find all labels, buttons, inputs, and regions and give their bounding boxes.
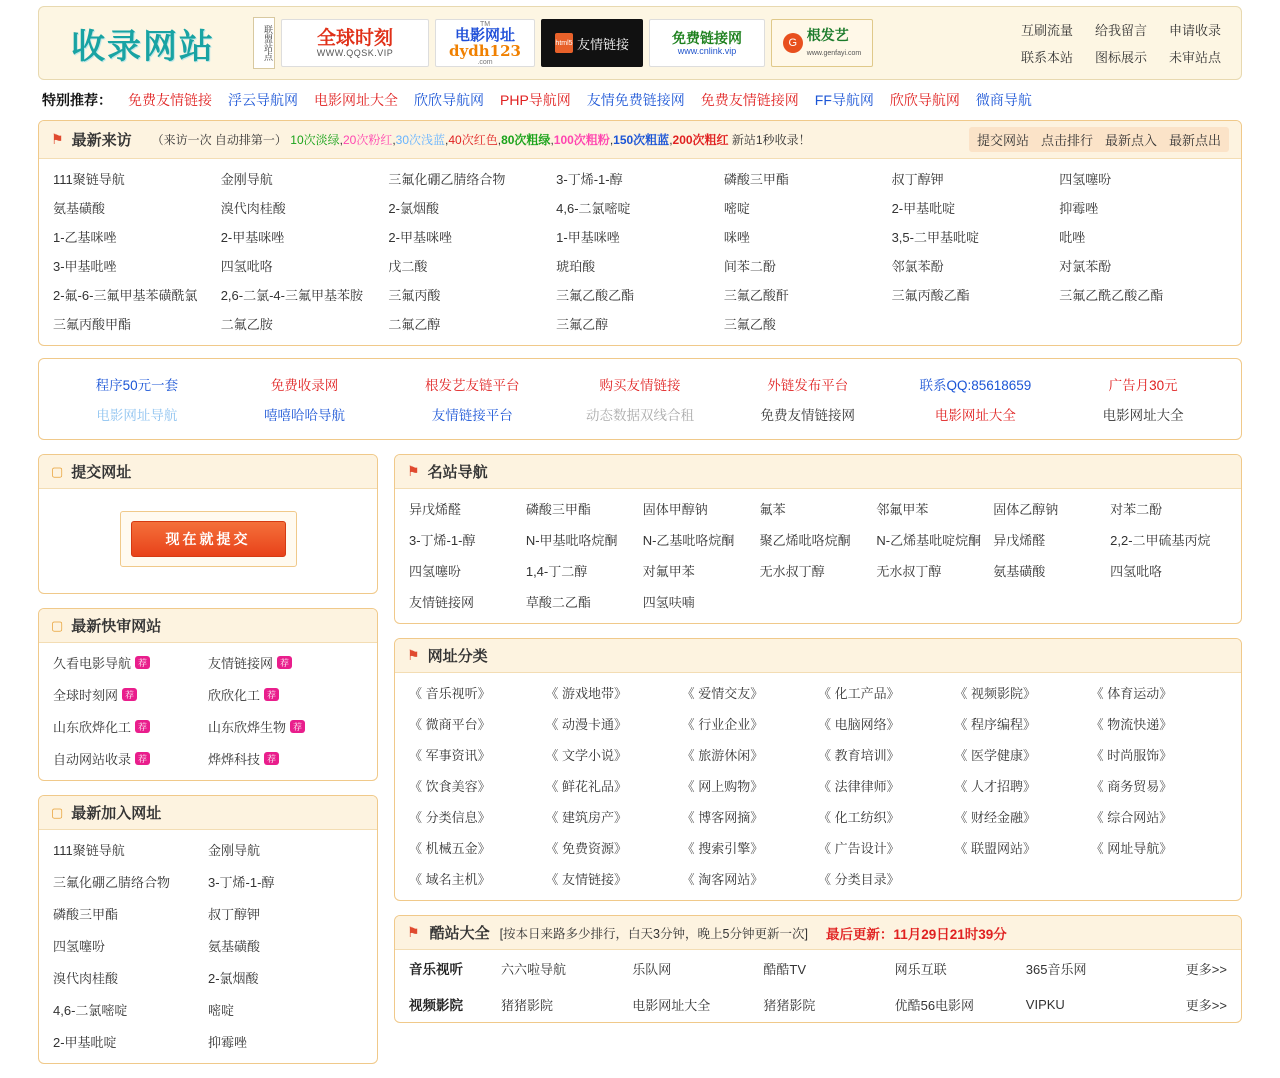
genfayi-logo-icon: G (783, 33, 803, 53)
category-item[interactable]: 《 网上购物》 (681, 779, 764, 794)
promo-row-1 (53, 369, 1227, 399)
list-item-label: 友情链接网 (208, 656, 274, 671)
kuzhan-title: 酷站大全 (429, 925, 490, 942)
category-item[interactable]: 《 友情链接》 (545, 872, 627, 887)
category-item[interactable]: 《 微商平台》 (409, 717, 491, 732)
banner-genfayi[interactable] (771, 19, 873, 67)
promo-item[interactable]: 友情链接平台 (431, 408, 513, 423)
visit-note-prefix: （来访一次 自动排第一） (151, 133, 287, 147)
promo-item[interactable]: 根发艺友链平台 (425, 378, 520, 393)
list-item[interactable]: 2-甲基咪唑 (220, 230, 285, 245)
list-item[interactable]: 邻氯苯酚 (891, 259, 944, 274)
table-row (395, 986, 1241, 1022)
list-item[interactable]: 四氢噻吩 (53, 939, 106, 954)
promo-item[interactable]: 电影网址大全 (1102, 408, 1184, 423)
kuzhan-link[interactable]: 网乐互联 (894, 961, 947, 977)
table-row (395, 950, 1241, 986)
famous-nav-title: 名站导航 (427, 464, 488, 481)
list-item[interactable]: 溴代肉桂酸 (53, 971, 119, 986)
famous-nav-list (395, 489, 1241, 623)
list-item[interactable]: 四氢噻吩 (1059, 172, 1112, 187)
list-item-label: 山东欣烨化工 (53, 720, 132, 735)
kuzhan-link[interactable]: 酷酷TV (763, 961, 807, 977)
list-item[interactable]: 对苯二酚 (1110, 502, 1163, 517)
list-item[interactable]: 抑霉唑 (208, 1035, 248, 1050)
promo-item[interactable]: 购买友情链接 (599, 378, 681, 393)
site-header (38, 6, 1242, 80)
calendar-icon: ▢ (51, 617, 64, 633)
list-item[interactable]: 111聚链导航 (53, 172, 125, 187)
recommend-badge: 荐 (264, 752, 279, 765)
kuzhan-row-category: 音乐视听 (409, 962, 463, 977)
category-item[interactable]: 《 财经金融》 (954, 810, 1036, 825)
list-item[interactable]: 金刚导航 (220, 172, 273, 187)
latest-added-list (39, 830, 377, 1063)
recommend-item-6[interactable]: 免费友情链接网 (700, 92, 799, 108)
list-item[interactable]: N-乙烯基吡啶烷酮 (876, 533, 982, 548)
promo-item[interactable]: 嘻嘻哈哈导航 (264, 408, 346, 423)
latest-visit-list (39, 159, 1241, 345)
promo-item: 动态数据双线合租 (585, 408, 694, 423)
flag-icon: ⚑ (407, 463, 420, 479)
list-item[interactable]: 戊二酸 (388, 259, 428, 274)
promo-item[interactable]: 电影网址大全 (934, 408, 1016, 423)
latest-visit-header (39, 121, 1241, 159)
category-item[interactable]: 《 人才招聘》 (954, 779, 1036, 794)
kuzhan-link[interactable]: 猪猪影院 (763, 997, 816, 1013)
kuzhan-link[interactable]: VIPKU (1025, 996, 1065, 1012)
list-item-label: 山东欣烨生物 (208, 720, 287, 735)
latest-added-title: 最新加入网址 (71, 805, 162, 822)
kuzhan-note: [按本日来路多少排行，白天3分钟，晚上5分钟更新一次] (499, 926, 808, 941)
category-item[interactable]: 《 机械五金》 (409, 841, 491, 856)
site-logo: 收录网站 (71, 26, 215, 67)
list-item[interactable]: 三氟乙酸酐 (723, 288, 789, 303)
header-links (1021, 20, 1227, 66)
list-item[interactable]: 1-甲基咪唑 (556, 230, 620, 245)
category-item[interactable]: 《 化工纺织》 (817, 810, 900, 825)
category-item[interactable]: 《 鲜花礼品》 (545, 779, 627, 794)
banner-genfayi-url: www.genfayi.com (806, 50, 862, 57)
list-item[interactable]: 3-丁烯-1-醇 (409, 533, 476, 548)
list-item[interactable]: 3-甲基吡唑 (53, 259, 117, 274)
fast-review-header (39, 609, 377, 643)
list-item[interactable]: 2,2-二甲硫基丙烷 (1110, 533, 1211, 548)
recommend-item-0[interactable]: 免费友情链接 (128, 92, 212, 108)
category-item[interactable]: 《 广告设计》 (817, 841, 900, 856)
recommend-item-8[interactable]: 欣欣导航网 (889, 92, 960, 108)
category-item[interactable]: 《 医学健康》 (954, 748, 1036, 763)
list-item[interactable]: 草酸二乙酯 (525, 595, 591, 610)
banner-cnlink-url: www.cnlink.vip (677, 46, 737, 56)
category-item[interactable]: 《 时尚服饰》 (1090, 748, 1173, 763)
category-item[interactable]: 《 动漫卡通》 (545, 717, 627, 732)
flag-icon: ⚑ (407, 924, 420, 940)
kuzhan-link[interactable]: 优酷56电影网 (894, 997, 975, 1013)
category-item[interactable]: 《 音乐视听》 (409, 686, 491, 701)
submit-url-panel (38, 454, 378, 594)
submit-url-body (39, 489, 377, 593)
list-item[interactable]: 吡唑 (1059, 230, 1086, 245)
recommend-label: 特别推荐： (42, 92, 112, 108)
list-item[interactable]: 四氢噻吩 (409, 564, 462, 579)
latest-visit-note: （来访一次 自动排第一） 10次淡绿,20次粉红,30次浅蓝,40次红色,80次粗绿,100次粗粉,150次粗蓝,200次粗红 新站1秒收录！ (151, 133, 811, 147)
promo-item[interactable]: 免费友情链接网 (760, 408, 855, 423)
list-item[interactable]: 对氟甲苯 (642, 564, 695, 579)
list-item[interactable]: 异戊烯醛 (409, 502, 462, 517)
visit-count-2: 30次浅蓝 (395, 133, 446, 147)
list-item-label: 烨烨科技 (208, 752, 261, 767)
visit-count-3: 40次红色 (448, 133, 498, 147)
list-item[interactable]: 2-氟-6-三氟甲基苯磺酰氯 (53, 288, 198, 303)
banner-qqsk-url: WWW.QQSK.VIP (316, 48, 394, 58)
list-item[interactable]: 异戊烯醛 (993, 533, 1046, 548)
category-item[interactable]: 《 文学小说》 (545, 748, 627, 763)
list-item[interactable]: 3,5-二甲基吡啶 (891, 230, 979, 245)
category-item[interactable]: 《 爱情交友》 (681, 686, 764, 701)
category-item[interactable]: 《 教育培训》 (817, 748, 900, 763)
list-item[interactable] (53, 685, 208, 704)
header-link-unreviewed[interactable]: 未审站点 (1168, 50, 1221, 65)
list-item[interactable]: 四氢吡咯 (220, 259, 273, 274)
category-item[interactable]: 《 分类信息》 (409, 810, 491, 825)
list-item[interactable]: 4,6-二氯嘧啶 (53, 1003, 128, 1018)
flag-icon: ⚑ (407, 647, 420, 663)
submit-button-frame (120, 511, 297, 567)
category-item[interactable]: 《 博客网摘》 (681, 810, 764, 825)
category-item[interactable]: 《 淘客网站》 (681, 872, 764, 887)
left-column (38, 454, 378, 1078)
banner-dydh123-title: 电影网址 (454, 26, 515, 44)
recommend-badge: 荐 (135, 752, 150, 765)
category-item[interactable]: 《 建筑房产》 (545, 810, 627, 825)
promo-contact-qq[interactable]: 联系QQ:85618659 (919, 378, 1032, 393)
famous-nav-panel (394, 454, 1242, 624)
list-item[interactable]: 邻氟甲苯 (876, 502, 929, 517)
banner-cnlink[interactable] (649, 19, 765, 67)
list-item[interactable] (53, 717, 208, 736)
promo-item[interactable]: 免费收录网 (270, 378, 339, 393)
list-item[interactable]: 嘧啶 (208, 1003, 235, 1018)
list-item[interactable] (208, 653, 363, 672)
list-item[interactable]: 三氟化硼乙腈络合物 (388, 172, 506, 187)
recommend-item-2[interactable]: 电影网址大全 (314, 92, 398, 108)
list-item[interactable]: 三氟乙酰乙酸乙酯 (1059, 288, 1164, 303)
banner-qqsk-title: 全球时刻 (316, 27, 393, 49)
latest-added-header (39, 796, 377, 830)
categories-list (395, 673, 1241, 900)
category-item[interactable]: 《 体育运动》 (1090, 686, 1173, 701)
list-item[interactable]: 四氢呋喃 (642, 595, 695, 610)
list-item[interactable]: 抑霉唑 (1059, 201, 1099, 216)
latest-visit-panel (38, 120, 1242, 346)
category-item[interactable]: 《 联盟网站》 (954, 841, 1036, 856)
list-item[interactable] (53, 749, 208, 768)
banner-dydh123-name: dydh123 (449, 41, 521, 60)
list-item-label: 久看电影导航 (53, 656, 132, 671)
list-item[interactable]: 4,6-二氯嘧啶 (556, 201, 631, 216)
list-item[interactable]: 氨基磺酸 (208, 939, 261, 954)
recommend-item-3[interactable]: 欣欣导航网 (414, 92, 484, 108)
category-item[interactable]: 《 域名主机》 (409, 872, 491, 887)
list-item[interactable]: 磷酸三甲酯 (723, 172, 789, 187)
list-item[interactable] (53, 653, 208, 672)
list-item[interactable]: 聚乙烯吡咯烷酮 (759, 533, 851, 548)
list-item-label: 全球时刻网 (53, 688, 119, 703)
fast-review-title: 最新快审网站 (71, 618, 162, 635)
list-item[interactable]: 三氟丙酸 (388, 288, 441, 303)
visit-count-7: 200次粗红 (672, 133, 729, 147)
action-latest-in[interactable]: 最新点入 (1104, 133, 1157, 148)
recommend-badge: 荐 (277, 656, 292, 669)
category-item[interactable]: 《 程序编程》 (954, 717, 1036, 732)
visit-count-1: 20次粉红 (342, 133, 393, 147)
header-link-traffic[interactable]: 互刷流量 (1020, 23, 1073, 38)
banner-strip (253, 17, 873, 69)
visit-count-6: 150次粗蓝 (613, 133, 670, 147)
recommend-badge: 荐 (135, 720, 150, 733)
category-item[interactable]: 《 综合网站》 (1090, 810, 1173, 825)
category-item[interactable]: 《 网址导航》 (1090, 841, 1173, 856)
category-item[interactable]: 《 饮食美容》 (409, 779, 491, 794)
recommend-item-5[interactable]: 友情免费链接网 (586, 92, 685, 108)
banner-dydh123[interactable] (435, 19, 535, 67)
list-item[interactable]: 嘧啶 (723, 201, 750, 216)
promo-item[interactable]: 广告月30元 (1108, 378, 1178, 393)
list-item[interactable]: 固体乙醇钠 (993, 502, 1059, 517)
category-item[interactable]: 《 电脑网络》 (817, 717, 900, 732)
list-item[interactable]: N-甲基吡咯烷酮 (525, 533, 618, 548)
categories-panel (394, 638, 1242, 901)
kuzhan-last-update: 最后更新：11月29日21时39分 (825, 926, 1007, 942)
category-item[interactable]: 《 旅游休闲》 (681, 748, 764, 763)
header-link-apply[interactable]: 申请收录 (1168, 23, 1221, 38)
visit-count-0: 10次淡绿 (290, 133, 340, 147)
list-item[interactable]: 1-乙基咪唑 (53, 230, 117, 245)
list-item[interactable]: 2-氯烟酸 (388, 201, 439, 216)
recommend-bar (38, 80, 1242, 118)
list-item[interactable]: 2-甲基咪唑 (388, 230, 452, 245)
list-item[interactable]: 咪唑 (723, 230, 750, 245)
header-link-message[interactable]: 给我留言 (1094, 23, 1147, 38)
categories-title: 网址分类 (427, 648, 488, 665)
list-item[interactable]: 2,6-二氯-4-三氟甲基苯胺 (220, 288, 363, 303)
list-item[interactable]: 3-丁烯-1-醇 (556, 172, 623, 187)
list-item[interactable] (208, 749, 363, 768)
banner-youqing-text: 友情链接 (576, 36, 629, 52)
calendar-icon: ▢ (51, 804, 64, 820)
promo-panel (38, 358, 1242, 440)
banner-dydh123-tm: TM (479, 20, 491, 28)
list-item[interactable] (208, 717, 363, 736)
visit-note-suffix: 新站1秒收录！ (731, 133, 811, 147)
banner-dydh123-suffix: .com (477, 58, 493, 66)
recommend-badge: 荐 (122, 688, 137, 701)
category-item[interactable]: 《 物流快递》 (1090, 717, 1173, 732)
recommend-item-1[interactable]: 浮云导航网 (228, 92, 298, 108)
banner-youqing-lianjie[interactable] (541, 19, 643, 67)
list-item[interactable]: 2-甲基吡啶 (891, 201, 956, 216)
category-item[interactable]: 《 行业企业》 (681, 717, 764, 732)
kuzhan-link[interactable]: 电影网址大全 (632, 997, 711, 1013)
visit-count-4: 80次粗绿 (501, 133, 551, 147)
html5-icon: html5 (555, 33, 573, 53)
kuzhan-link[interactable]: 六六啦导航 (501, 961, 567, 977)
action-click-rank[interactable]: 点击排行 (1040, 133, 1093, 148)
list-item[interactable]: 磷酸三甲酯 (525, 502, 591, 517)
list-item-label: 自动网站收录 (53, 752, 132, 767)
list-item[interactable]: 氨基磺酸 (993, 564, 1046, 579)
list-item[interactable]: 氟苯 (759, 502, 786, 517)
recommend-badge: 荐 (264, 688, 279, 701)
category-item[interactable]: 《 游戏地带》 (545, 686, 627, 701)
submit-url-title: 提交网址 (71, 464, 132, 481)
list-item[interactable]: 二氟乙醇 (388, 317, 441, 332)
banner-qqsk[interactable] (281, 19, 429, 67)
category-item[interactable]: 《 军事资讯》 (409, 748, 491, 763)
category-item[interactable]: 《 免费资源》 (545, 841, 627, 856)
recommend-item-9[interactable]: 微商导航 (975, 92, 1032, 108)
list-item[interactable]: 3-丁烯-1-醇 (208, 875, 275, 890)
list-item[interactable]: 2-甲基吡啶 (53, 1035, 117, 1050)
recommend-badge: 荐 (135, 656, 150, 669)
list-item[interactable]: 友情链接网 (409, 595, 475, 610)
list-item[interactable]: 二氟乙胺 (220, 317, 273, 332)
list-item[interactable]: 琥珀酸 (556, 259, 596, 274)
kuzhan-more-link[interactable]: 更多>> (1185, 997, 1227, 1013)
list-item[interactable]: 1,4-丁二醇 (525, 564, 588, 579)
category-item[interactable]: 《 视频影院》 (954, 686, 1036, 701)
body-columns (38, 454, 1242, 1078)
kuzhan-header (395, 916, 1241, 950)
category-item[interactable]: 《 化工产品》 (817, 686, 900, 701)
category-item[interactable]: 《 法律律师》 (817, 779, 900, 794)
category-item[interactable]: 《 商务贸易》 (1090, 779, 1173, 794)
list-item[interactable]: 氨基磺酸 (53, 201, 106, 216)
list-item[interactable]: 111聚链导航 (53, 843, 125, 858)
promo-item[interactable]: 程序50元一套 (95, 378, 179, 393)
list-item[interactable]: 叔丁醇钾 (208, 907, 261, 922)
list-item[interactable]: 三氟乙酸 (723, 317, 776, 332)
list-item[interactable]: 叔丁醇钾 (891, 172, 944, 187)
recommend-item-4[interactable]: PHP导航网 (500, 92, 571, 108)
kuzhan-panel (394, 915, 1242, 1023)
fast-review-list (39, 643, 377, 780)
alliance-vertical-banner[interactable]: 联盟站点 (253, 17, 275, 69)
header-link-contact[interactable]: 联系本站 (1020, 50, 1073, 65)
latest-added-panel (38, 795, 378, 1064)
list-item[interactable] (208, 685, 363, 704)
flag-icon: ⚑ (51, 131, 64, 147)
promo-item[interactable]: 外链发布平台 (767, 378, 849, 393)
category-item[interactable]: 《 分类目录》 (817, 872, 900, 887)
kuzhan-link[interactable]: 365音乐网 (1025, 961, 1087, 977)
calendar-icon: ▢ (51, 463, 64, 479)
list-item[interactable]: N-乙基吡咯烷酮 (642, 533, 735, 548)
list-item[interactable]: 固体甲醇钠 (642, 502, 708, 517)
kuzhan-more-link[interactable]: 更多>> (1185, 961, 1227, 977)
recommend-badge: 荐 (290, 720, 305, 733)
list-item[interactable]: 三氟乙醇 (556, 317, 609, 332)
header-link-icons[interactable]: 图标展示 (1094, 50, 1147, 65)
right-column (394, 454, 1242, 1037)
promo-row-2 (53, 399, 1227, 429)
category-item[interactable]: 《 搜索引擎》 (681, 841, 764, 856)
submit-now-button[interactable]: 现在就提交 (131, 521, 286, 557)
list-item[interactable]: 间苯二酚 (723, 259, 776, 274)
kuzhan-link[interactable]: 猪猪影院 (501, 997, 554, 1013)
list-item[interactable]: 对氯苯酚 (1059, 259, 1112, 274)
banner-genfayi-title: 根发艺 (806, 27, 849, 43)
latest-visit-actions (969, 127, 1229, 152)
visit-count-5: 100次粗粉 (553, 133, 610, 147)
list-item[interactable]: 2-氯烟酸 (208, 971, 259, 986)
list-item[interactable]: 磷酸三甲酯 (53, 907, 119, 922)
latest-visit-title: 最新来访 (71, 132, 132, 149)
action-submit-site[interactable]: 提交网站 (976, 133, 1029, 148)
action-latest-out[interactable]: 最新点出 (1168, 133, 1221, 148)
categories-header (395, 639, 1241, 673)
fast-review-panel (38, 608, 378, 781)
list-item[interactable]: 三氟化硼乙腈络合物 (53, 875, 171, 890)
promo-item[interactable]: 电影网址导航 (96, 408, 178, 423)
famous-nav-header (395, 455, 1241, 489)
list-item[interactable]: 三氟丙酸乙酯 (891, 288, 970, 303)
list-item[interactable]: 金刚导航 (208, 843, 261, 858)
banner-cnlink-title: 免费链接网 (672, 30, 742, 46)
list-item[interactable]: 无水叔丁醇 (876, 564, 942, 579)
kuzhan-row-category: 视频影院 (409, 998, 463, 1013)
list-item-label: 欣欣化工 (208, 688, 261, 703)
recommend-item-7[interactable]: FF导航网 (814, 92, 874, 108)
kuzhan-link[interactable]: 乐队网 (632, 961, 672, 977)
submit-url-header (39, 455, 377, 489)
list-item[interactable]: 溴代肉桂酸 (220, 201, 286, 216)
list-item[interactable]: 四氢吡咯 (1110, 564, 1163, 579)
list-item[interactable]: 无水叔丁醇 (759, 564, 825, 579)
list-item[interactable]: 三氟丙酸甲酯 (53, 317, 132, 332)
list-item[interactable]: 三氟乙酸乙酯 (556, 288, 635, 303)
